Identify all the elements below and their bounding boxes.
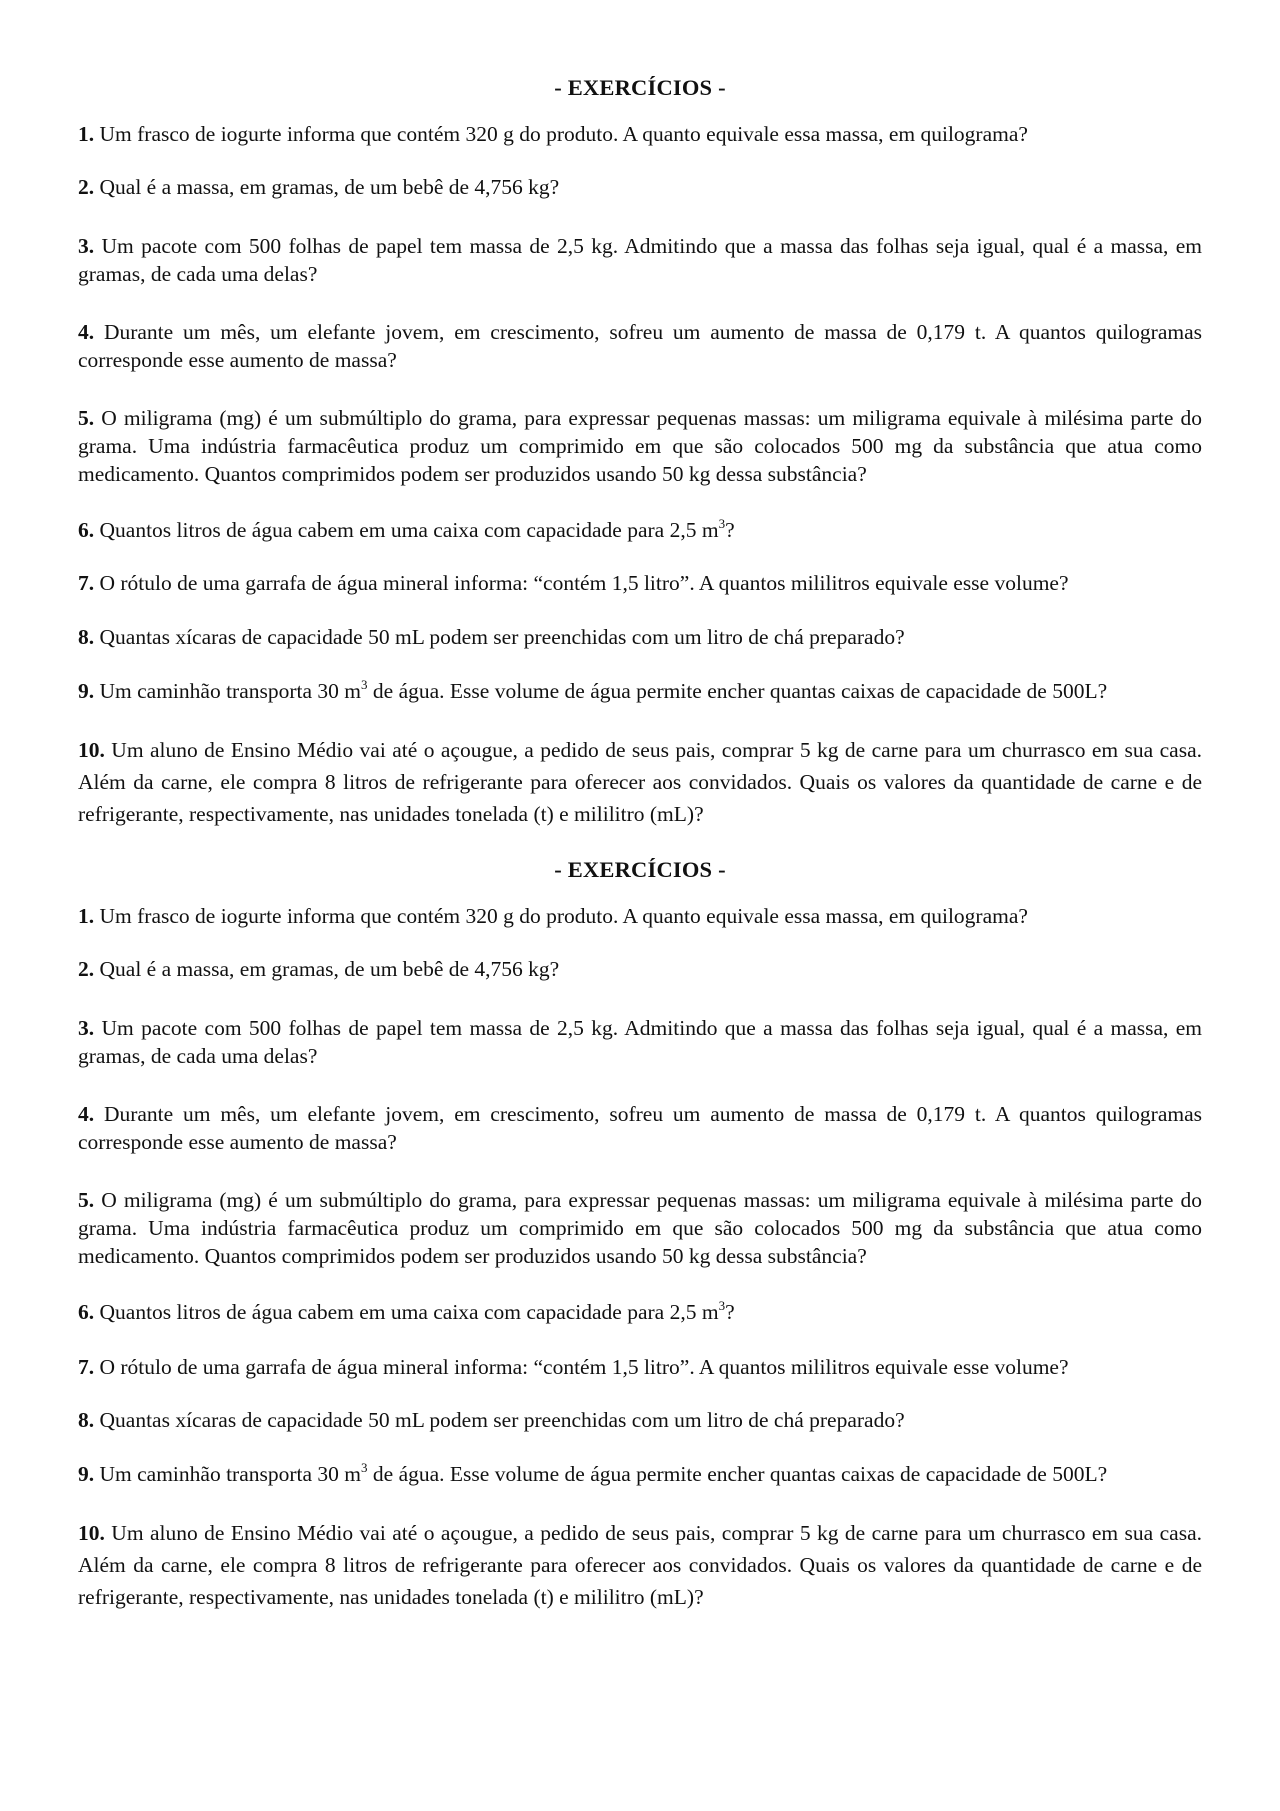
section-title: - EXERCÍCIOS - [554, 857, 726, 882]
exercise-text: O miligrama (mg) é um submúltiplo do grama, para expressar pequenas massas: um miligrama equivale à milésima parte do grama. Uma indústria farmacêutica produz um comprimido em que são colocados 500 mg da substância que atua como medicamento. Quantos comprimidos podem ser produzidos usando 50 kg dessa substância? [78, 406, 1202, 486]
superscript: 3 [361, 1460, 368, 1475]
exercise-number: 2. [78, 175, 95, 199]
exercise-text: Um frasco de iogurte informa que contém 320 g do produto. A quanto equivale essa massa, em quilograma? [99, 904, 1028, 928]
exercise-number: 6. [78, 518, 95, 542]
exercise-text: Um frasco de iogurte informa que contém 320 g do produto. A quanto equivale essa massa, em quilograma? [99, 122, 1028, 146]
exercise-section [78, 856, 1202, 1613]
exercise-number: 2. [78, 957, 95, 981]
exercise-number: 10. [78, 738, 105, 762]
exercise-text: Um caminhão transporta 30 m [99, 679, 362, 703]
exercise-text: Um pacote com 500 folhas de papel tem massa de 2,5 kg. Admitindo que a massa das folhas seja igual, qual é a massa, em gramas, de cada uma delas? [78, 234, 1203, 286]
exercise-item [78, 1406, 1202, 1434]
exercise-number: 5. [78, 1188, 95, 1212]
exercise-text: Um aluno de Ensino Médio vai até o açougue, a pedido de seus pais, comprar 5 kg de carne para um churrasco em sua casa. Além da carne, ele compra 8 litros de refrigerante para oferecer aos convidados. Quais os valores da quantidade de carne e de refrigerante, respectivamente, nas unidades tonelada (t) e mililitro (mL)? [78, 738, 1202, 826]
exercise-number: 9. [78, 679, 95, 703]
exercise-item [78, 902, 1202, 930]
exercise-text: de água. Esse volume de água permite encher quantas caixas de capacidade de 500L? [367, 679, 1108, 703]
exercise-number: 7. [78, 571, 95, 595]
exercise-number: 3. [78, 1016, 95, 1040]
exercise-text: Quantos litros de água cabem em uma caixa com capacidade para 2,5 m [99, 518, 719, 542]
exercise-item [78, 173, 1202, 201]
exercise-item [78, 734, 1202, 830]
exercise-item [78, 1517, 1202, 1613]
superscript: 3 [718, 516, 726, 531]
exercise-number: 5. [78, 406, 95, 430]
exercise-item [78, 120, 1202, 148]
exercise-text: Quantos litros de água cabem em uma caixa com capacidade para 2,5 m [99, 1300, 719, 1324]
exercise-text: Durante um mês, um elefante jovem, em crescimento, sofreu um aumento de massa de 0,179 t. A quantos quilogramas corresponde esse aumento de massa? [78, 320, 1202, 372]
exercise-text: O rótulo de uma garrafa de água mineral informa: “contém 1,5 litro”. A quantos mililitros equivale esse volume? [99, 1355, 1069, 1379]
exercise-text: Qual é a massa, em gramas, de um bebê de 4,756 kg? [99, 957, 560, 981]
exercise-text: Quantas xícaras de capacidade 50 mL podem ser preenchidas com um litro de chá preparado? [99, 625, 905, 649]
exercise-number: 9. [78, 1462, 95, 1486]
exercise-number: 8. [78, 625, 95, 649]
exercise-text: O miligrama (mg) é um submúltiplo do grama, para expressar pequenas massas: um miligrama equivale à milésima parte do grama. Uma indústria farmacêutica produz um comprimido em que são colocados 500 mg da substância que atua como medicamento. Quantos comprimidos podem ser produzidos usando 50 kg dessa substância? [78, 1188, 1202, 1268]
exercise-number: 6. [78, 1300, 95, 1324]
exercise-item [78, 1298, 1202, 1326]
superscript: 3 [718, 1298, 726, 1313]
exercise-number: 4. [78, 1102, 95, 1126]
exercise-text: Qual é a massa, em gramas, de um bebê de 4,756 kg? [99, 175, 560, 199]
superscript: 3 [361, 677, 368, 692]
exercise-item [78, 1353, 1202, 1381]
exercise-text: Um pacote com 500 folhas de papel tem massa de 2,5 kg. Admitindo que a massa das folhas seja igual, qual é a massa, em gramas, de cada uma delas? [78, 1016, 1203, 1068]
exercise-number: 10. [78, 1521, 105, 1545]
exercise-item [78, 232, 1202, 288]
exercise-text: Um aluno de Ensino Médio vai até o açougue, a pedido de seus pais, comprar 5 kg de carne para um churrasco em sua casa. Além da carne, ele compra 8 litros de refrigerante para oferecer aos convidados. Quais os valores da quantidade de carne e de refrigerante, respectivamente, nas unidades tonelada (t) e mililitro (mL)? [78, 1521, 1202, 1609]
section-title: - EXERCÍCIOS - [554, 75, 726, 100]
exercise-text: Quantas xícaras de capacidade 50 mL podem ser preenchidas com um litro de chá preparado? [99, 1408, 905, 1432]
exercise-number: 3. [78, 234, 95, 258]
exercise-item [78, 1460, 1202, 1488]
exercise-item [78, 318, 1202, 374]
exercise-text: ? [725, 1300, 735, 1324]
exercise-item [78, 516, 1202, 544]
exercise-text: de água. Esse volume de água permite encher quantas caixas de capacidade de 500L? [367, 1462, 1108, 1486]
exercise-item [78, 955, 1202, 983]
exercise-text: Um caminhão transporta 30 m [99, 1462, 362, 1486]
exercise-number: 8. [78, 1408, 95, 1432]
exercise-item [78, 1014, 1202, 1070]
exercise-number: 4. [78, 320, 95, 344]
exercise-item [78, 569, 1202, 597]
exercise-number: 1. [78, 904, 95, 928]
exercise-item [78, 677, 1202, 705]
exercise-item [78, 1186, 1202, 1270]
exercise-section [78, 74, 1202, 830]
exercise-item [78, 404, 1202, 488]
exercise-item [78, 1100, 1202, 1156]
exercise-number: 7. [78, 1355, 95, 1379]
exercise-number: 1. [78, 122, 95, 146]
exercise-text: Durante um mês, um elefante jovem, em crescimento, sofreu um aumento de massa de 0,179 t. A quantos quilogramas corresponde esse aumento de massa? [78, 1102, 1202, 1154]
exercise-text: O rótulo de uma garrafa de água mineral informa: “contém 1,5 litro”. A quantos mililitros equivale esse volume? [99, 571, 1069, 595]
exercise-item [78, 623, 1202, 651]
exercise-text: ? [725, 518, 735, 542]
